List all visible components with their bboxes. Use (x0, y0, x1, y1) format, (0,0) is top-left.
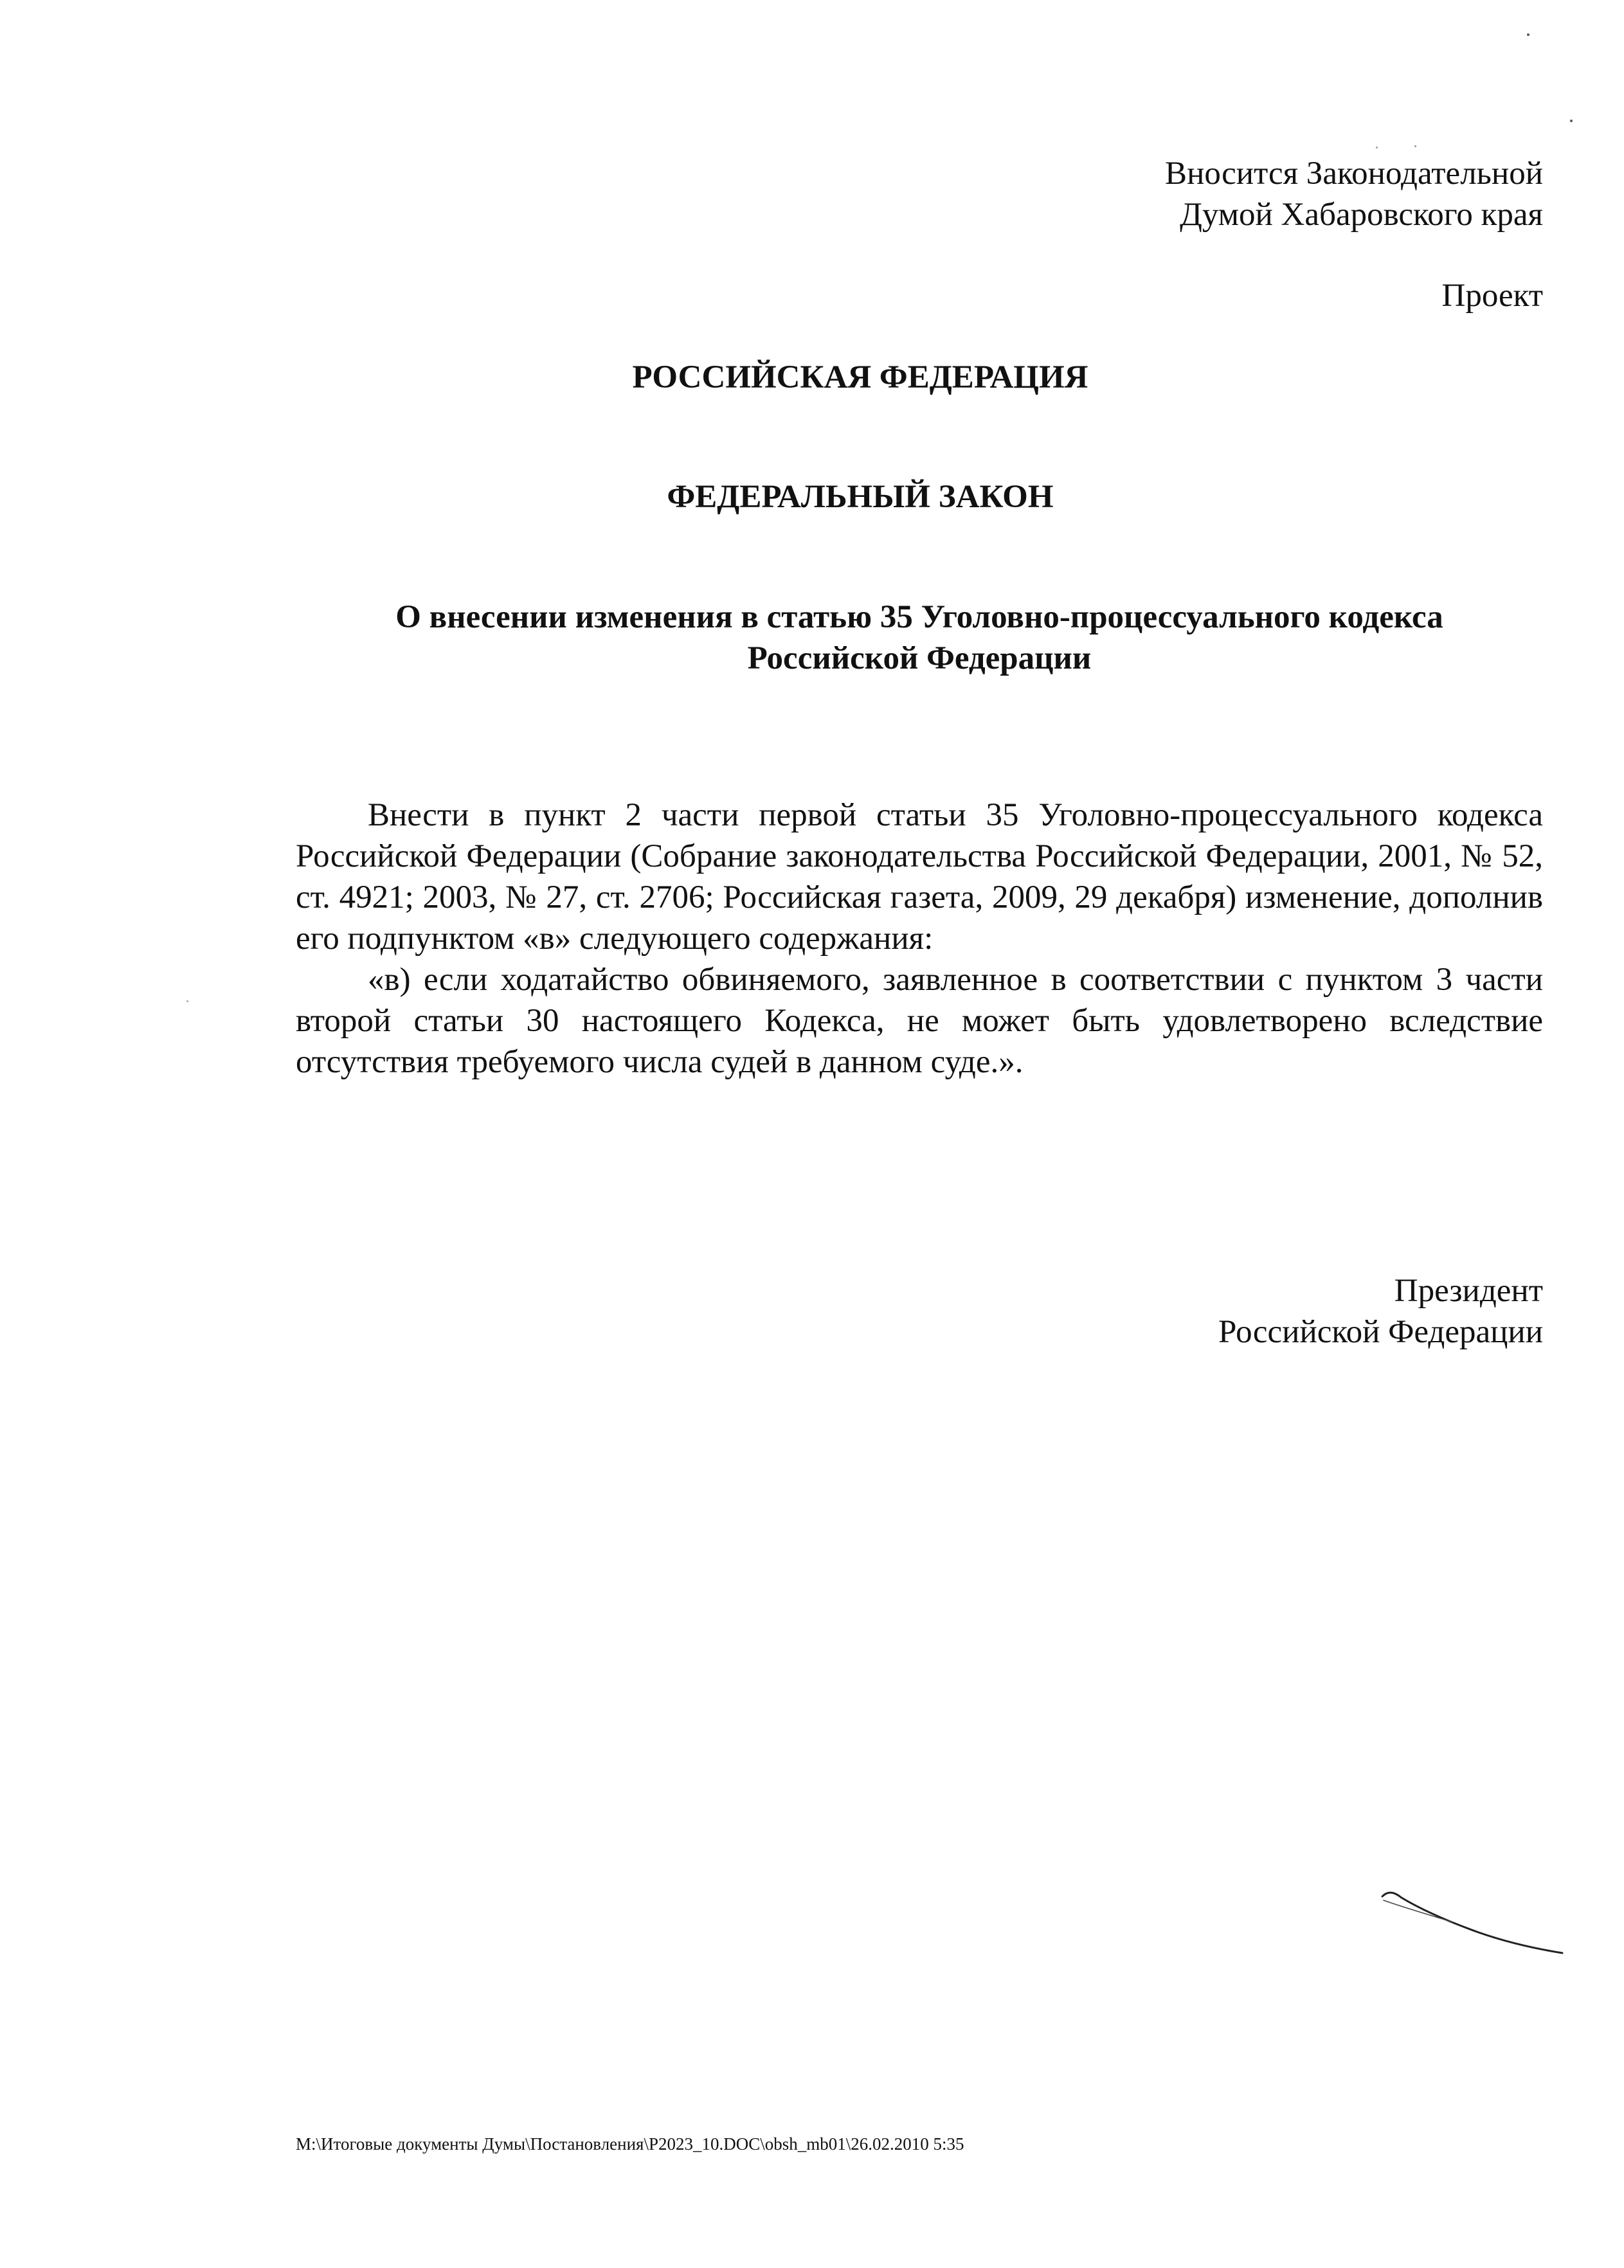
scan-speck (186, 1000, 188, 1002)
submitter-line-1: Вносится Законодательной (1165, 156, 1543, 192)
law-body (296, 795, 1543, 1083)
handwritten-mark (1376, 1884, 1569, 1961)
submitter-block (1165, 153, 1543, 235)
submitter-line-2: Думой Хабаровского края (1180, 197, 1543, 233)
draft-label: Проект (1441, 278, 1543, 314)
signature-line-2: Российской Федерации (1218, 1314, 1543, 1350)
signature-block (1218, 1270, 1543, 1353)
signature-line-1: Президент (1394, 1273, 1543, 1309)
footer-file-path: M:\Итоговые документы Думы\Постановления\P2023_10.DOC\obsh_mb01\26.02.2010 5:35 (296, 2134, 964, 2154)
law-title-line-1: О внесении изменения в статью 35 Уголовно-процессуального кодекса (395, 599, 1443, 635)
scan-speck (1376, 147, 1378, 148)
body-paragraph-1: Внести в пункт 2 части первой статьи 35 Уголовно-процессуального кодекса Российской Федерации (Собрание законодательства Российской Федерации, 2001, № 52, ст. 4921; 2003, № 27, ст. 2706; Российская газета, 2009, 29 декабря) изменение, дополнив его подпунктом «в» следующего содержания: (296, 797, 1543, 957)
body-paragraph-2: «в) если ходатайство обвиняемого, заявленное в соответствии с пунктом 3 части второй статьи 30 настоящего Кодекса, не может быть удовлетворено вследствие отсутствия требуемого числа судей в данном суде.». (296, 962, 1543, 1080)
scan-speck (1570, 120, 1573, 122)
scan-speck (1414, 145, 1416, 147)
law-title-line-2: Российской Федерации (747, 640, 1092, 676)
law-title (296, 597, 1543, 679)
law-type-heading: ФЕДЕРАЛЬНЫЙ ЗАКОН (667, 479, 1054, 515)
scan-speck (1527, 33, 1529, 36)
state-heading: РОССИЙСКАЯ ФЕДЕРАЦИЯ (632, 359, 1088, 395)
